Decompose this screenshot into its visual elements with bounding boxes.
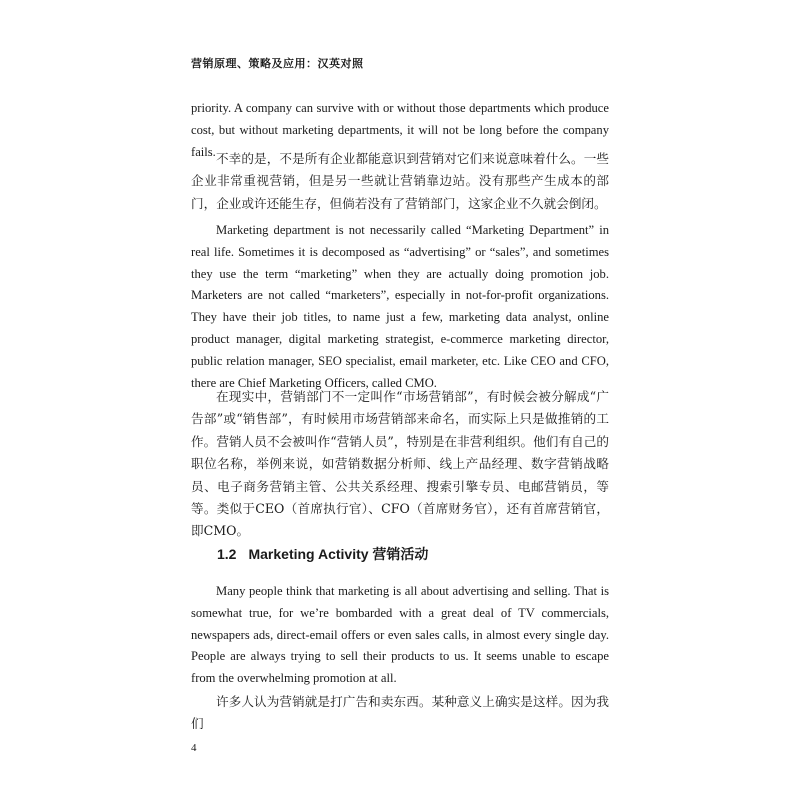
paragraph-en-2: Marketing department is not necessarily called “Marketing Department” in real life. Sometimes it is decomposed as “advertising” or “sales”, and sometimes they use the term “marketing” when they are actually doing promotion job. Marketers are not called “marketers”, especially in not-for-profit organizations. They have their job titles, to name just a few, marketing data analyst, online product manager, digital marketing strategist, e-commerce marketing director, public relation manager, SEO specialist, email marketer, etc. Like CEO and CFO, there are Chief Marketing Officers, called CMO. [191,223,609,390]
paragraph-zh-1: 不幸的是，不是所有企业都能意识到营销对它们来说意味着什么。一些企业非常重视营销，但是另一些就让营销靠边站。没有那些产生成本的部门，企业或许还能生存，但倘若没有了营销部门，这家企业不久就会倒闭。 [191,151,609,211]
running-header: 营销原理、策略及应用：汉英对照 [191,58,364,70]
section-title: Marketing Activity 营销活动 [248,546,429,562]
page-number: 4 [191,742,197,754]
section-heading [217,544,428,564]
paragraph-en-3: Many people think that marketing is all about advertising and selling. That is somewhat true, for we’re bombarded with a great deal of TV commercials, newspapers ads, direct-email offers or even sales calls, in almost every single day. People are always trying to sell their products to us. It seems unable to escape from the overwhelming promotion at all. [191,584,609,686]
section-number: 1.2 [217,546,237,562]
paragraph-zh-3: 许多人认为营销就是打广告和卖东西。某种意义上确实是这样。因为我们 [191,694,609,732]
paragraph-zh-2: 在现实中，营销部门不一定叫作“市场营销部”，有时候会被分解成“广告部”或“销售部”，有时候用市场营销部来命名，而实际上只是做推销的工作。营销人员不会被叫作“营销人员”，特别是在非营利组织。他们有自己的职位名称，举例来说，如营销数据分析师、线上产品经理、数字营销战略员、电子商务营销主管、公共关系经理、搜索引擎专员、电邮营销员，等等。类似于CEO（首席执行官）、CFO（首席财务官），还有首席营销官，即CMO。 [191,389,609,539]
paragraph-en-1: priority. A company can survive with or without those departments which produce cost, but without marketing departments, it will not be long before the company fails. [191,101,609,159]
